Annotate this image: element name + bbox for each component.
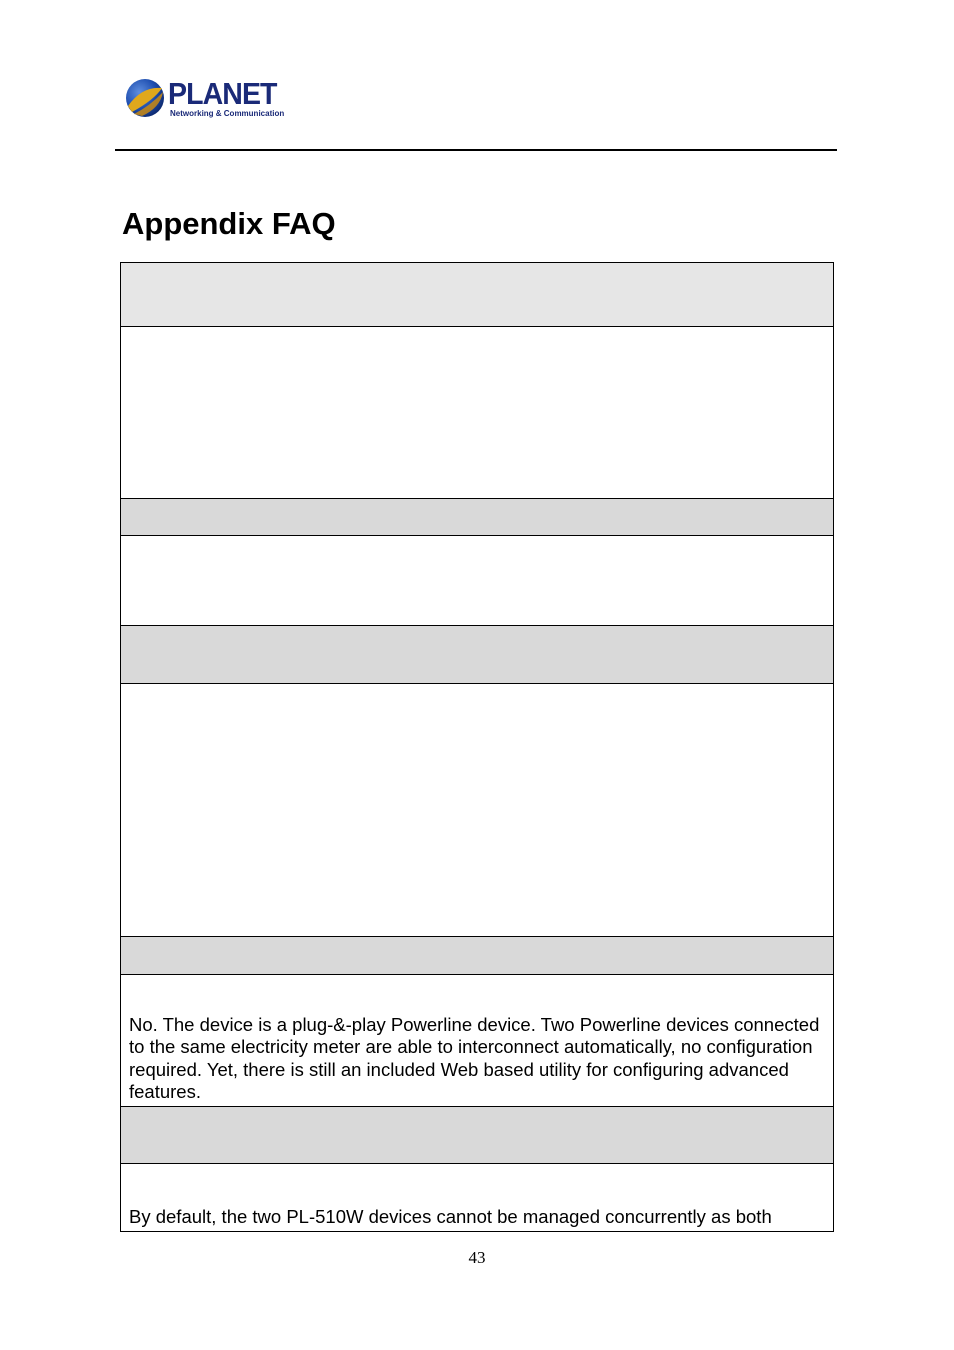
faq-question-row [121,263,833,326]
faq-answer-row [121,326,833,498]
faq-answer-row [121,974,833,1106]
page-number: 43 [468,1248,486,1267]
faq-table [120,262,834,1232]
brand-name: PLANET [168,76,277,111]
planet-logo [124,76,284,122]
faq-answer-text: By default, the two PL-510W devices cannot be managed concurrently as both [129,1206,772,1228]
faq-answer-text: No. The device is a plug-&-play Powerline device. Two Powerline devices connected to the same electricity meter are able to interconnect automatically, no configuration required. Yet, there is still an included Web based utility for configuring advanced features. [129,1013,820,1103]
brand-tagline: Networking & Communication [170,109,285,118]
faq-answer-row [121,535,833,625]
faq-answer-row [121,683,833,936]
faq-question-row [121,936,833,974]
faq-question-row [121,625,833,683]
globe-icon [124,76,166,120]
faq-question-row [121,498,833,535]
header-rule [115,149,837,151]
faq-question-row [121,1106,833,1163]
faq-answer-row [121,1163,833,1231]
page-title: Appendix FAQ [122,206,336,241]
